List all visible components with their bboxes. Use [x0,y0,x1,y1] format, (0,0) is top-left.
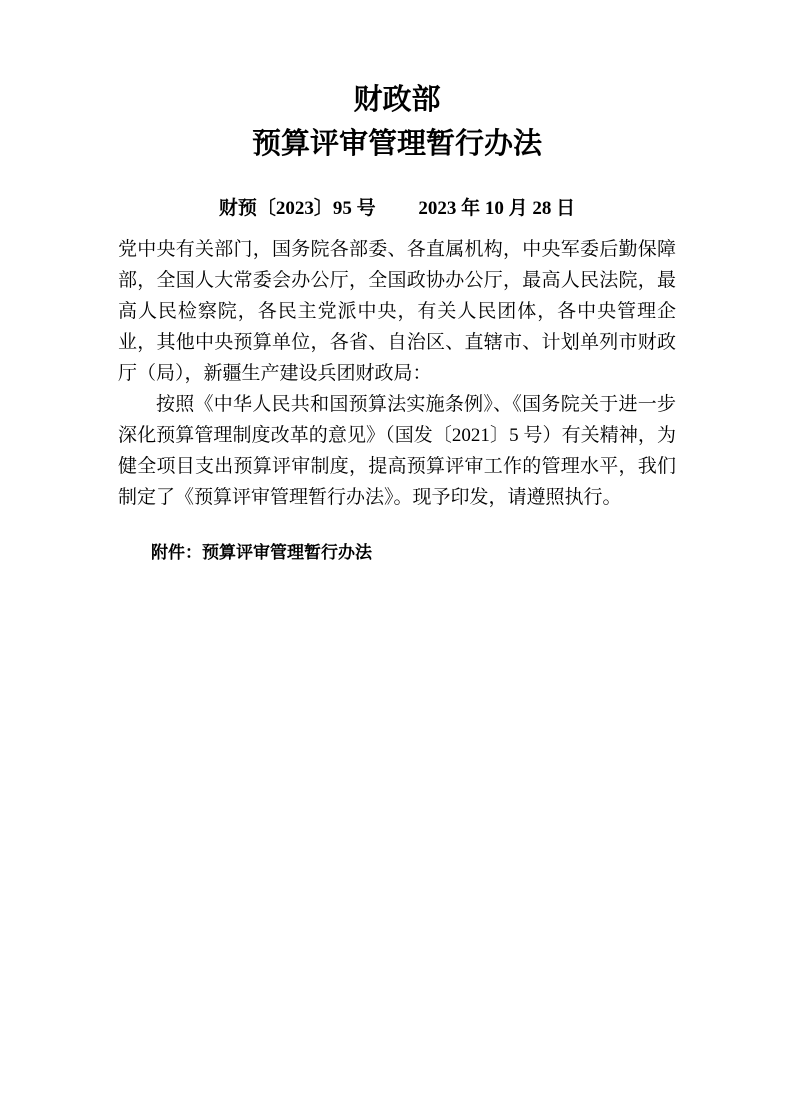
document-body [118,234,676,513]
attachment-line: 附件：预算评审管理暂行办法 [151,543,372,562]
document-meta [118,196,676,222]
document-date: 2023 年 10 月 28 日 [418,198,576,219]
body-paragraph: 按照《中华人民共和国预算法实施条例》、《国务院关于进一步深化预算管理制度改革的意见》（国发〔2021〕5 号）有关精神，为健全项目支出预算评审制度，提高预算评审工作的管理水平，我们制定了《预算评审管理暂行办法》。现予印发，请遵照执行。 [118,394,676,508]
page-title [118,78,676,166]
document-number: 财预〔2023〕95 号 [218,198,376,219]
issuing-authority: 财政部 [353,84,441,116]
addressee-paragraph: 党中央有关部门，国务院各部委、各直属机构，中央军委后勤保障部，全国人大常委会办公厅，全国政协办公厅，最高人民法院，最高人民检察院，各民主党派中央，有关人民团体，各中央管理企业，其他中央预算单位，各省、自治区、直辖市、计划单列市财政厅（局），新疆生产建设兵团财政局： [118,239,676,384]
document-title: 预算评审管理暂行办法 [251,128,542,160]
